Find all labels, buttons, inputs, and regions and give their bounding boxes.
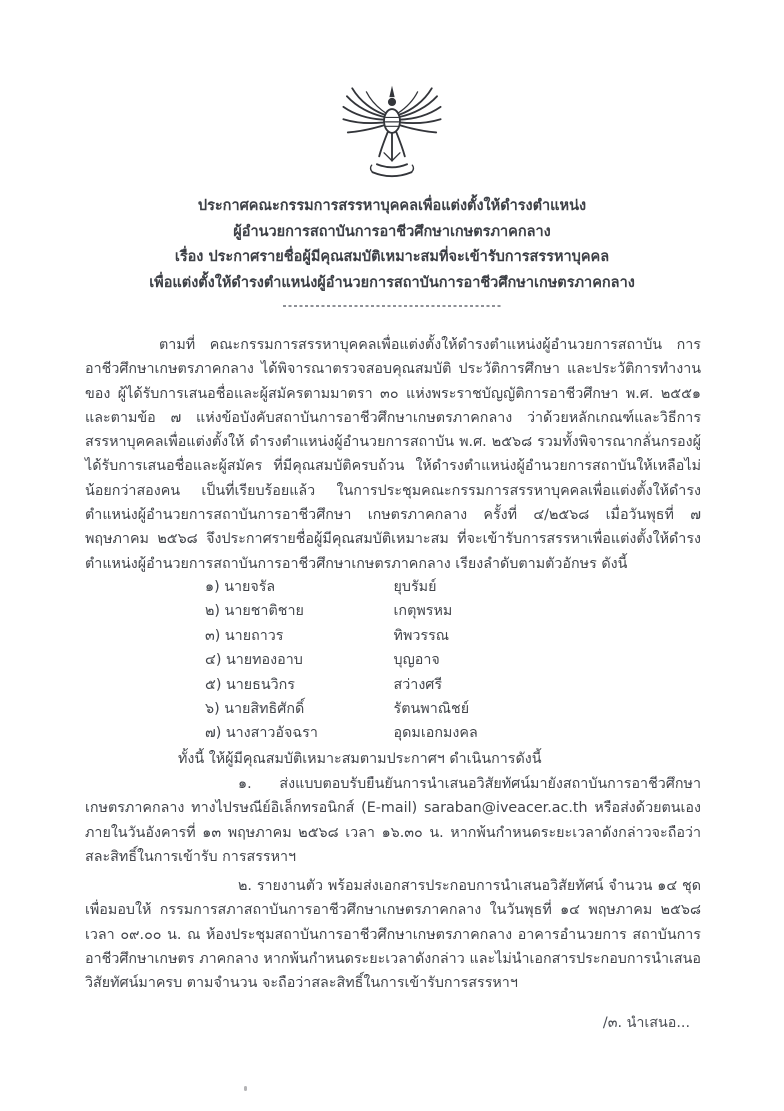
candidate-row <box>205 673 478 697</box>
candidate-row <box>205 575 478 599</box>
title-line-2: ผู้อำนวยการสถาบันการอาชีวศึกษาเกษตรภาคกลาง <box>233 223 551 240</box>
title-separator-rule <box>283 305 501 307</box>
candidate-number-name: ๗) นางสาวอัจฉรา <box>205 725 318 742</box>
candidate-surname: เกตุพรหม <box>393 603 453 620</box>
candidate-surname: อุดมเอกมงคล <box>393 725 478 742</box>
candidate-list <box>205 575 478 746</box>
candidate-number-name: ๓) นายถาวร <box>205 627 284 644</box>
candidate-number-name: ๕) นายธนวิกร <box>205 676 295 693</box>
candidate-surname: สว่างศรี <box>393 676 443 693</box>
candidate-row <box>205 648 478 672</box>
title-line-1: ประกาศคณะกรรมการสรรหาบุคคลเพื่อแต่งตั้งให้ดำรงตำแหน่ง <box>197 198 587 214</box>
notice-line: ทั้งนี้ ให้ผู้มีคุณสมบัติเหมาะสมตามประกาศฯ ดำเนินการดังนี้ <box>178 751 542 767</box>
candidate-number-name: ๒) นายชาติชาย <box>205 603 304 620</box>
candidate-surname: ทิพวรรณ <box>393 627 450 644</box>
candidate-number-name: ๔) นายทองอาบ <box>205 652 303 669</box>
scan-artifact-speck <box>244 1086 247 1091</box>
candidate-row <box>205 624 478 648</box>
title-line-3: เรื่อง ประกาศรายชื่อผู้มีคุณสมบัติเหมาะสมที่จะเข้ารับการสรรหาบุคคล <box>174 249 610 265</box>
candidate-number-name: ๖) นายสิทธิศักดิ์ <box>205 701 305 718</box>
candidate-row <box>205 721 478 745</box>
page-continuation-note: /๓. นำเสนอ... <box>602 1015 690 1031</box>
candidate-number-name: ๑) นายจรัล <box>205 579 276 595</box>
garuda-emblem-icon <box>0 82 784 190</box>
candidate-surname: รัตนพาณิชย์ <box>393 701 470 718</box>
candidate-surname: ยุบรัมย์ <box>393 579 437 595</box>
candidate-surname: บุญอาจ <box>393 652 440 669</box>
candidate-row <box>205 697 478 721</box>
document-title <box>40 194 744 296</box>
candidate-row <box>205 599 478 623</box>
title-line-4: เพื่อแต่งตั้งให้ดำรงตำแหน่งผู้อำนวยการสถาบันการอาชีวศึกษาเกษตรภาคกลาง <box>149 274 635 291</box>
instruction-paragraph-2: ๒. รายงานตัว พร้อมส่งเอกสารประกอบการนำเสนอวิสัยทัศน์ จำนวน ๑๔ ชุด เพื่อมอบให้ กรรมการสภาสถาบันการอาชีวศึกษาเกษตรภาคกลาง ในวันพุธที่ ๑๔ พฤษภาคม ๒๕๖๘ เวลา ๐๙.๐๐ น. ณ ห้องประชุมสถาบันการอาชีวศึกษาเกษตรภาคกลาง อาคารอำนวยการ สถาบันการอาชีวศึกษาเกษตร ภาคกลาง หากพ้นกำหนดระยะเวลาดังกล่าว และไม่นำเอกสารประกอบการนำเสนอวิสัยทัศน์มาครบ ตามจำนวน จะถือว่าสละสิทธิ์ในการเข้ารับการสรรหาฯ <box>85 878 701 992</box>
body-paragraph-1: ตามที่ คณะกรรมการสรรหาบุคคลเพื่อแต่งตั้งให้ดำรงตำแหน่งผู้อำนวยการสถาบัน การอาชีวศึกษาเกษตรภาคกลาง ได้พิจารณาตรวจสอบคุณสมบัติ ประวัติการศึกษา และประวัติการทำงานของ ผู้ได้รับการเสนอชื่อและผู้สมัครตามมาตรา ๓๐ แห่งพระราชบัญญัติการอาชีวศึกษา พ.ศ. ๒๕๕๑ และตามข้อ ๗ แห่งข้อบังคับสถาบันการอาชีวศึกษาเกษตรภาคกลาง ว่าด้วยหลักเกณฑ์และวิธีการสรรหาบุคคลเพื่อแต่งตั้งให้ ดำรงตำแหน่งผู้อำนวยการสถาบัน พ.ศ. ๒๕๖๘ รวมทั้งพิจารณากลั่นกรองผู้ได้รับการเสนอชื่อและผู้สมัคร ที่มีคุณสมบัติครบถ้วน ให้ดำรงตำแหน่งผู้อำนวยการสถาบันให้เหลือไม่น้อยกว่าสองคน เป็นที่เรียบร้อยแล้ว ในการประชุมคณะกรรมการสรรหาบุคคลเพื่อแต่งตั้งให้ดำรงตำแหน่งผู้อำนวยการสถาบันการอาชีวศึกษา เกษตรภาคกลาง ครั้งที่ ๔/๒๕๖๘ เมื่อวันพุธที่ ๗ พฤษภาคม ๒๕๖๘ จึงประกาศรายชื่อผู้มีคุณสมบัติเหมาะสม ที่จะเข้ารับการสรรหาเพื่อแต่งตั้งให้ดำรงตำแหน่งผู้อำนวยการสถาบันการอาชีวศึกษาเกษตรภาคกลาง เรียงลำดับตามตัวอักษร ดังนี้ <box>85 337 701 572</box>
instruction-paragraph-1: ๑. ส่งแบบตอบรับยืนยันการนำเสนอวิสัยทัศน์มายังสถาบันการอาชีวศึกษาเกษตรภาคกลาง ทางไปรษณีย์อิเล็กทรอนิกส์ (E-mail) saraban@iveacer.ac.th หรือส่งด้วยตนเอง ภายในวันอังคารที่ ๑๓ พฤษภาคม ๒๕๖๘ เวลา ๑๖.๓๐ น. หากพ้นกำหนดระยะเวลาดังกล่าวจะถือว่าสละสิทธิ์ในการเข้ารับ การสรรหาฯ <box>85 776 701 865</box>
